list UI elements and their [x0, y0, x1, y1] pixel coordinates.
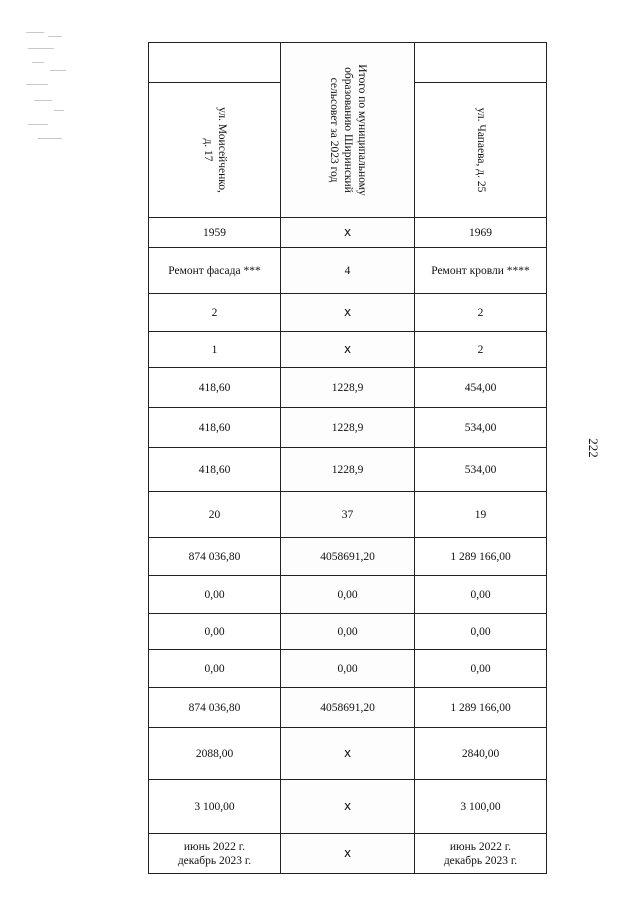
- table-cell: [281, 688, 415, 728]
- cell-value: 4058691,20: [320, 550, 375, 563]
- table-cell: [281, 248, 415, 294]
- table-cell: [415, 650, 547, 688]
- table-row: [149, 780, 547, 834]
- col-title-total: Итого по муниципальному образованию Ширинский сельсовет за 2023 год: [327, 64, 368, 196]
- table-cell: [149, 688, 281, 728]
- cell-line: декабрь 2023 г.: [443, 854, 518, 867]
- table-row: [149, 614, 547, 650]
- cell-value: 20: [208, 508, 221, 521]
- cell-value: 0,00: [204, 662, 225, 675]
- table-cell: [415, 538, 547, 576]
- table-cell: [149, 538, 281, 576]
- table-cell: [149, 248, 281, 294]
- cell-value: 418,60: [198, 421, 231, 434]
- cell-value: 4: [344, 264, 351, 277]
- table-cell: [149, 332, 281, 368]
- not-applicable-mark: х: [343, 846, 352, 860]
- table-cell: [415, 448, 547, 492]
- table-row: [149, 650, 547, 688]
- cell-value: 534,00: [464, 421, 497, 434]
- table-cell: [281, 218, 415, 248]
- table-row: [149, 248, 547, 294]
- col-title-1: ул. Моисейченко, д. 17: [201, 107, 228, 193]
- table-cell: [149, 408, 281, 448]
- table-row: [149, 492, 547, 538]
- not-applicable-mark: х: [343, 746, 352, 760]
- table-cell: [415, 576, 547, 614]
- cell-line: июнь 2022 г.: [183, 840, 246, 853]
- cell-value: 4058691,20: [320, 701, 375, 714]
- header-number-row: [149, 43, 547, 83]
- cell-value: 0,00: [337, 662, 358, 675]
- table-cell: [415, 728, 547, 780]
- cell-value: 0,00: [337, 625, 358, 638]
- cell-value: 418,60: [198, 381, 231, 394]
- table-cell: [281, 492, 415, 538]
- table-cell: [415, 834, 547, 874]
- table-row: [149, 538, 547, 576]
- table-cell: [149, 576, 281, 614]
- table-cell: [415, 248, 547, 294]
- cell-value: 0,00: [204, 625, 225, 638]
- table-cell: [149, 294, 281, 332]
- table-cell: [415, 294, 547, 332]
- cell-value: 874 036,80: [188, 701, 241, 714]
- cell-line: декабрь 2023 г.: [177, 854, 252, 867]
- cell-line: июнь 2022 г.: [449, 840, 512, 853]
- table-cell: [281, 780, 415, 834]
- table-cell: [149, 780, 281, 834]
- table-cell: [415, 368, 547, 408]
- col-title-cell-total: [281, 43, 415, 218]
- cell-value: 0,00: [470, 662, 491, 675]
- cell-value: 534,00: [464, 463, 497, 476]
- not-applicable-mark: х: [343, 342, 352, 356]
- table-row: [149, 448, 547, 492]
- cell-value: 874 036,80: [188, 550, 241, 563]
- cell-value: 3 100,00: [460, 800, 501, 813]
- table-cell: [149, 728, 281, 780]
- table-cell: [149, 492, 281, 538]
- table-cell: [149, 368, 281, 408]
- not-applicable-mark: х: [343, 225, 352, 239]
- table-cell: [415, 688, 547, 728]
- cell-value: 3 100,00: [194, 800, 235, 813]
- col-title-cell-3: [415, 83, 547, 218]
- cell-value: 1959: [203, 226, 226, 239]
- table-cell: [281, 614, 415, 650]
- table-cell: [415, 332, 547, 368]
- table-cell: [281, 368, 415, 408]
- col-number-cell: [415, 43, 547, 83]
- table-row: [149, 332, 547, 368]
- cell-value: 1228,9: [331, 463, 364, 476]
- cell-value: 1228,9: [331, 421, 364, 434]
- table-cell: [281, 728, 415, 780]
- cell-value: 0,00: [470, 588, 491, 601]
- table-row: [149, 408, 547, 448]
- cell-value: 2: [211, 306, 218, 319]
- cell-value: 1228,9: [331, 381, 364, 394]
- col-title-cell-1: [149, 83, 281, 218]
- page-number: 222: [586, 438, 601, 458]
- table-cell: [281, 448, 415, 492]
- table-cell: [415, 492, 547, 538]
- table-cell: [281, 538, 415, 576]
- scan-noise: [24, 26, 70, 144]
- not-applicable-mark: х: [343, 799, 352, 813]
- cell-value: 454,00: [464, 381, 497, 394]
- cell-value: 0,00: [337, 588, 358, 601]
- table-row: [149, 576, 547, 614]
- cell-value: 418,60: [198, 463, 231, 476]
- table-row: [149, 834, 547, 874]
- table-row: [149, 294, 547, 332]
- table-cell: [415, 614, 547, 650]
- col-number-cell: [149, 43, 281, 83]
- table-cell: [281, 408, 415, 448]
- cell-value: 1: [211, 343, 218, 356]
- table-cell: [415, 780, 547, 834]
- table-cell: [281, 650, 415, 688]
- table-cell: [149, 650, 281, 688]
- table-row: [149, 218, 547, 248]
- col-title-3: ул. Чапаева, д. 25: [474, 107, 487, 193]
- cell-value: 0,00: [470, 625, 491, 638]
- table-cell: [415, 408, 547, 448]
- table-row: [149, 368, 547, 408]
- cell-value: Ремонт кровли ****: [431, 264, 530, 277]
- cell-value: 2840,00: [461, 747, 500, 760]
- table-cell: [281, 294, 415, 332]
- table-cell: [281, 332, 415, 368]
- cell-value: 19: [474, 508, 487, 521]
- cell-value: 37: [341, 508, 354, 521]
- table-cell: [281, 834, 415, 874]
- table-cell: [415, 218, 547, 248]
- cell-value: 1969: [469, 226, 492, 239]
- cell-value: 1 289 166,00: [450, 550, 511, 563]
- cell-value: 1 289 166,00: [450, 701, 511, 714]
- cell-value: 2: [477, 306, 484, 319]
- table-cell: [149, 834, 281, 874]
- table-row: [149, 688, 547, 728]
- cell-value: 0,00: [204, 588, 225, 601]
- cell-value: 2088,00: [195, 747, 234, 760]
- cell-value: Ремонт фасада ***: [168, 264, 261, 277]
- table-cell: [149, 448, 281, 492]
- table-cell: [149, 218, 281, 248]
- data-table: [148, 42, 547, 874]
- not-applicable-mark: х: [343, 305, 352, 319]
- table-row: [149, 728, 547, 780]
- table-cell: [281, 576, 415, 614]
- cell-value: 2: [477, 343, 484, 356]
- table-cell: [149, 614, 281, 650]
